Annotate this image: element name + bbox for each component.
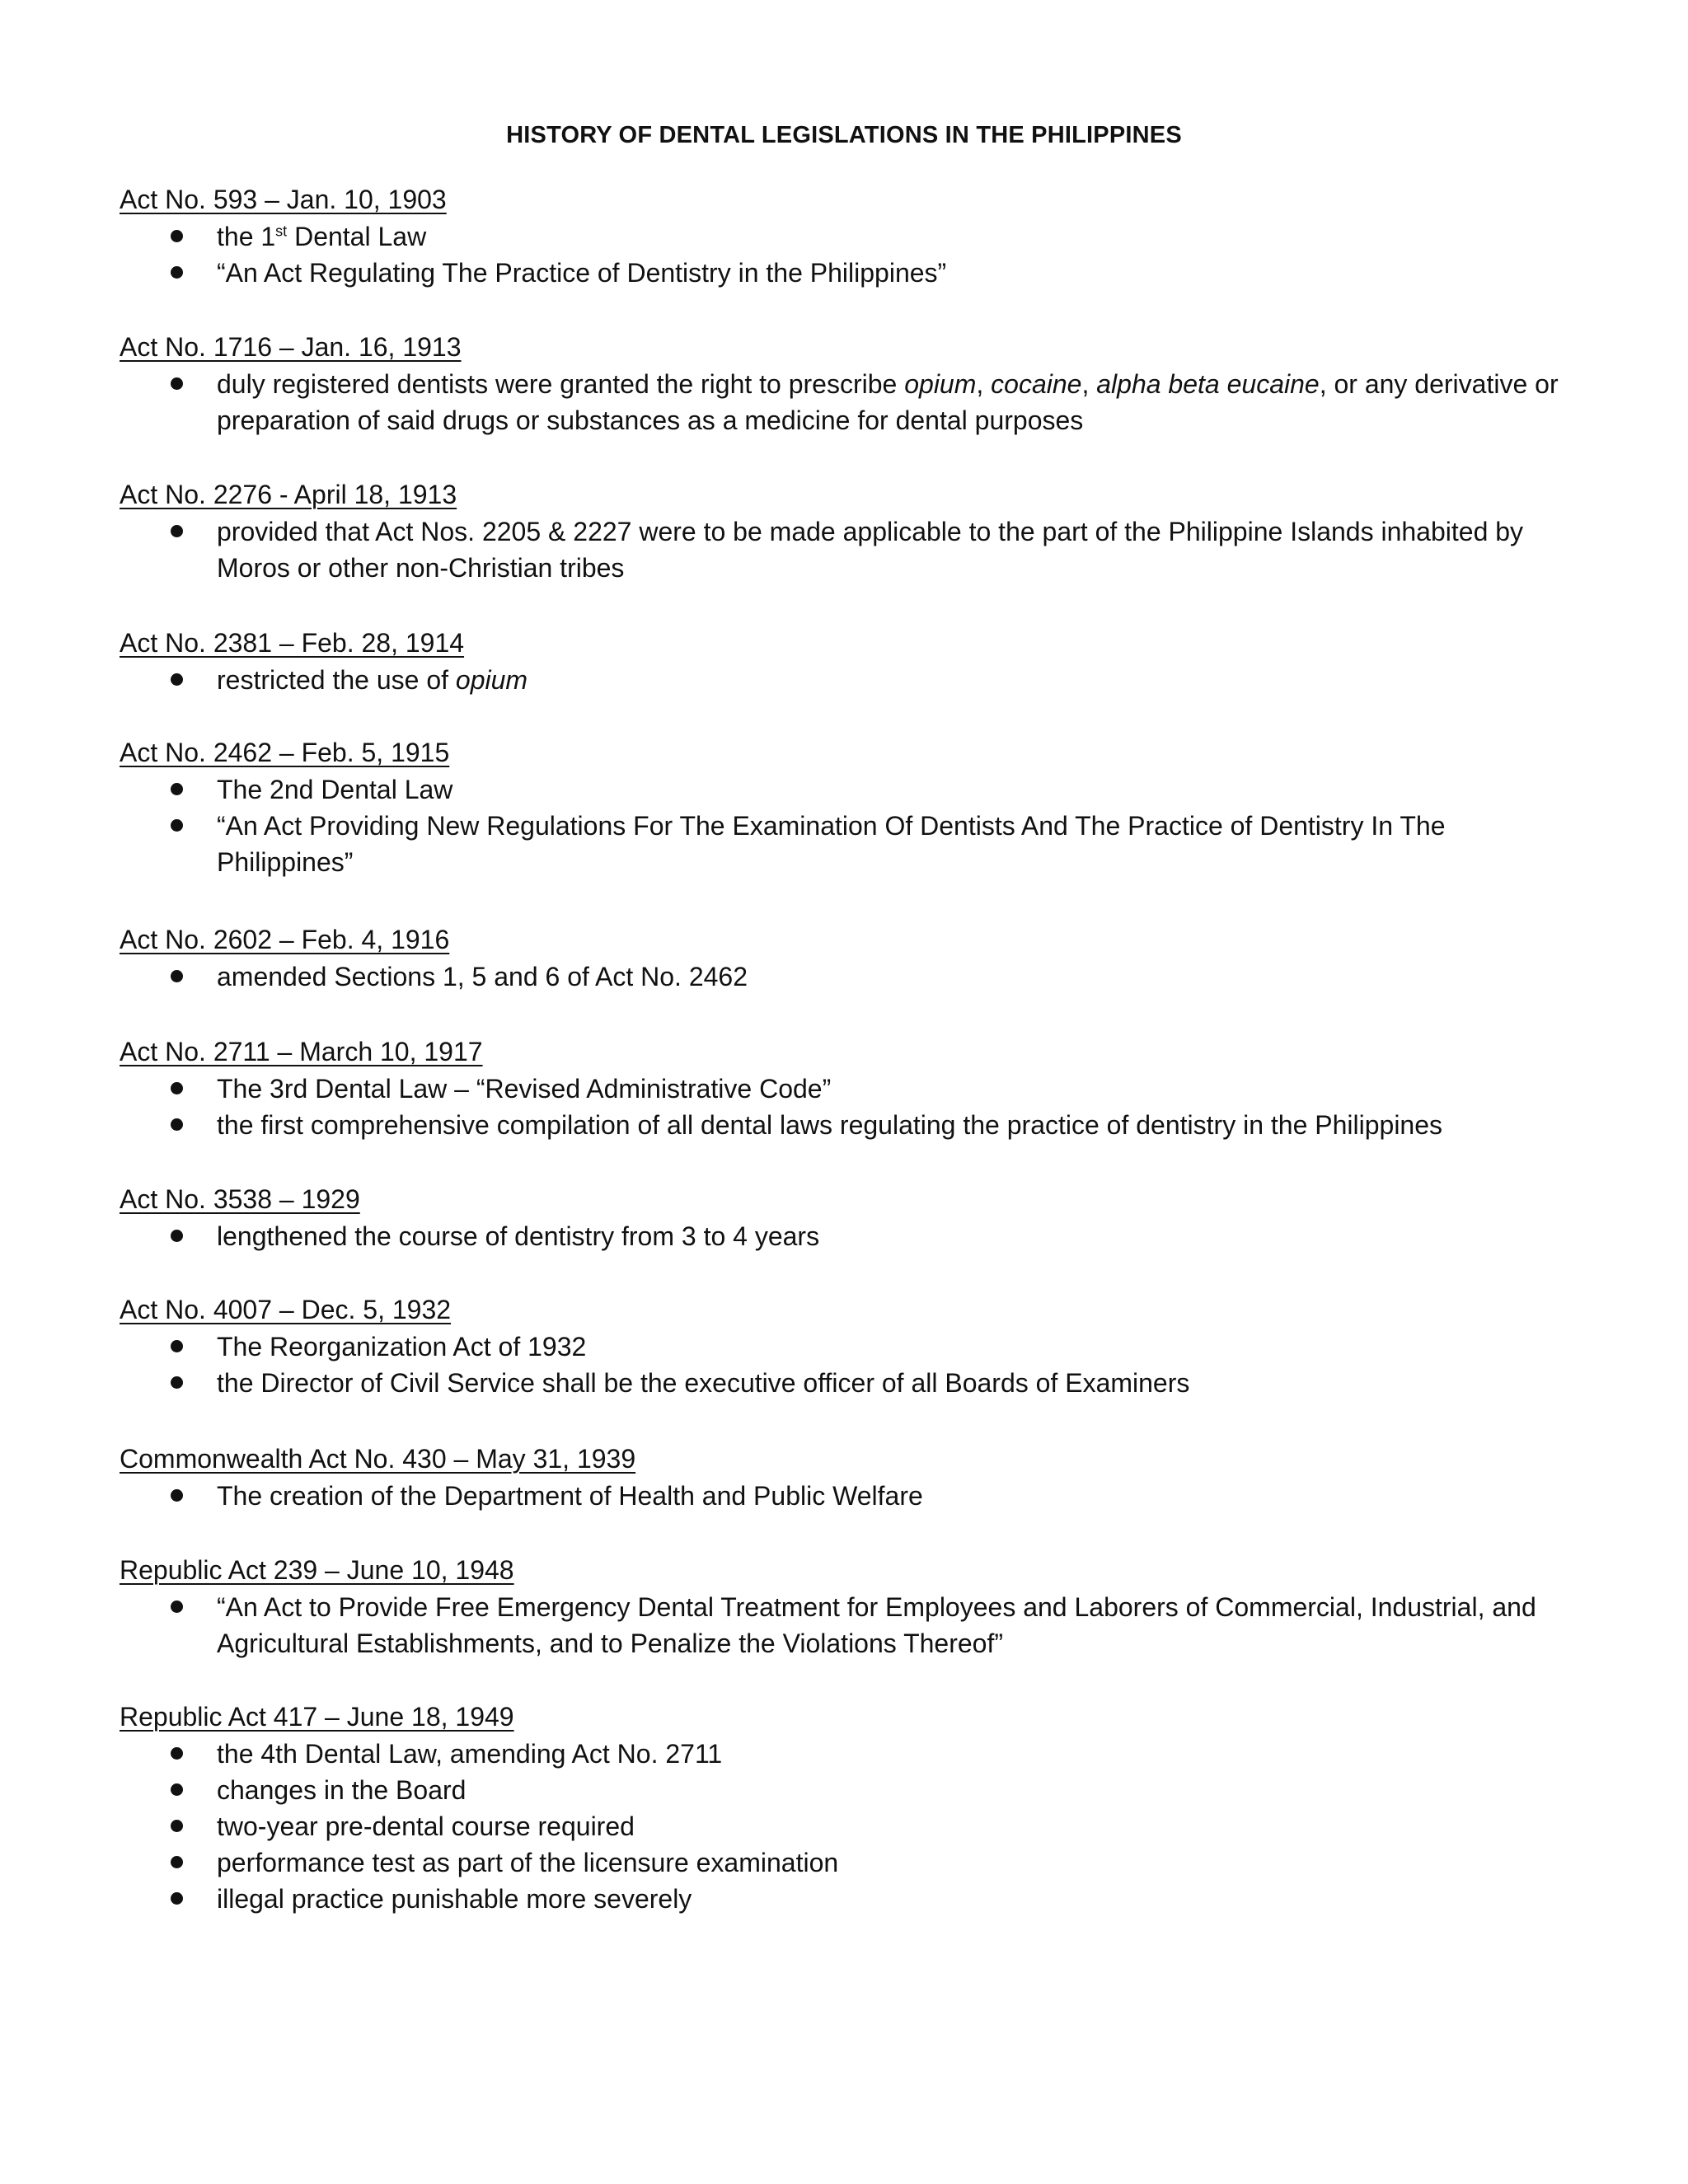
list-item bbox=[120, 513, 1570, 586]
list-item-text: “An Act Providing New Regulations For The Examination Of Dentists And The Practice of Dentistry In The Philippines” bbox=[217, 811, 1446, 877]
list-item bbox=[120, 255, 1570, 291]
section-act-3538 bbox=[120, 1180, 1570, 1254]
list-item bbox=[120, 662, 1570, 698]
section-heading: Act No. 4007 – Dec. 5, 1932 bbox=[120, 1295, 452, 1324]
list-item bbox=[120, 958, 1570, 995]
list-item bbox=[120, 1844, 1570, 1881]
list-item-text: restricted the use of opium bbox=[217, 665, 528, 695]
bullet-icon bbox=[171, 266, 183, 279]
list-item-text: illegal practice punishable more severely bbox=[217, 1884, 692, 1914]
bullet-icon bbox=[171, 1376, 183, 1389]
bullet-icon bbox=[171, 1118, 183, 1131]
bullet-icon bbox=[171, 970, 183, 982]
bullet-icon bbox=[171, 783, 183, 795]
bullet-list bbox=[120, 958, 1570, 995]
section-act-1716 bbox=[120, 328, 1570, 438]
section-heading: Commonwealth Act No. 430 – May 31, 1939 bbox=[120, 1444, 636, 1474]
bullet-icon bbox=[171, 673, 183, 686]
list-item bbox=[120, 1478, 1570, 1514]
section-heading: Act No. 3538 – 1929 bbox=[120, 1184, 360, 1214]
bullet-list bbox=[120, 513, 1570, 586]
section-act-2711 bbox=[120, 1033, 1570, 1143]
list-item-text: “An Act Regulating The Practice of Dentistry in the Philippines” bbox=[217, 258, 947, 288]
list-item-text: lengthened the course of dentistry from 3 to 4 years bbox=[217, 1221, 820, 1251]
list-item-text: the 1st Dental Law bbox=[217, 222, 427, 251]
section-heading: Act No. 2462 – Feb. 5, 1915 bbox=[120, 738, 450, 767]
section-republic-act-239 bbox=[120, 1551, 1570, 1661]
bullet-list bbox=[120, 1589, 1570, 1661]
list-item bbox=[120, 1365, 1570, 1401]
section-act-4007 bbox=[120, 1291, 1570, 1401]
list-item-text: two-year pre-dental course required bbox=[217, 1811, 635, 1841]
list-item-text: The 2nd Dental Law bbox=[217, 775, 453, 804]
list-item bbox=[120, 1589, 1570, 1661]
bullet-icon bbox=[171, 1783, 183, 1796]
list-item-text: duly registered dentists were granted the right to prescribe opium, cocaine, alpha beta eucaine, or any derivative or preparation of said drugs or substances as a medicine for dental purposes bbox=[217, 369, 1559, 435]
bullet-list bbox=[120, 366, 1570, 438]
list-item-text: provided that Act Nos. 2205 & 2227 were to be made applicable to the part of the Philippine Islands inhabited by Moros or other non-Christian tribes bbox=[217, 517, 1524, 583]
section-act-2462 bbox=[120, 733, 1570, 880]
list-item-text: performance test as part of the licensure examination bbox=[217, 1848, 839, 1877]
bullet-icon bbox=[171, 1856, 183, 1868]
list-item-text: “An Act to Provide Free Emergency Dental Treatment for Employees and Laborers of Commercial, Industrial, and Agricultural Establishments, and to Penalize the Violations Thereof” bbox=[217, 1592, 1536, 1658]
list-item bbox=[120, 366, 1570, 438]
section-republic-act-417 bbox=[120, 1698, 1570, 1917]
section-heading: Republic Act 239 – June 10, 1948 bbox=[120, 1555, 514, 1585]
list-item-text: The 3rd Dental Law – “Revised Administrative Code” bbox=[217, 1074, 832, 1104]
list-item bbox=[120, 1772, 1570, 1808]
bullet-icon bbox=[171, 377, 183, 390]
list-item bbox=[120, 1107, 1570, 1143]
bullet-list bbox=[120, 218, 1570, 291]
list-item-text: the Director of Civil Service shall be the executive officer of all Boards of Examiners bbox=[217, 1368, 1190, 1398]
list-item-text: the first comprehensive compilation of all dental laws regulating the practice of dentistry in the Philippines bbox=[217, 1110, 1443, 1140]
bullet-icon bbox=[171, 525, 183, 537]
bullet-list bbox=[120, 1736, 1570, 1917]
section-heading: Republic Act 417 – June 18, 1949 bbox=[120, 1702, 514, 1732]
section-commonwealth-act-430 bbox=[120, 1440, 1570, 1514]
bullet-icon bbox=[171, 1340, 183, 1352]
bullet-list bbox=[120, 1071, 1570, 1143]
list-item bbox=[120, 1071, 1570, 1107]
list-item bbox=[120, 1736, 1570, 1772]
section-act-2381 bbox=[120, 624, 1570, 698]
section-heading: Act No. 1716 – Jan. 16, 1913 bbox=[120, 332, 462, 362]
bullet-icon bbox=[171, 1230, 183, 1242]
bullet-list bbox=[120, 1329, 1570, 1401]
section-heading: Act No. 2602 – Feb. 4, 1916 bbox=[120, 925, 450, 954]
section-act-593 bbox=[120, 180, 1570, 291]
bullet-icon bbox=[171, 819, 183, 832]
bullet-list bbox=[120, 771, 1570, 880]
bullet-list bbox=[120, 662, 1570, 698]
list-item bbox=[120, 1808, 1570, 1844]
list-item-text: The Reorganization Act of 1932 bbox=[217, 1332, 587, 1361]
bullet-list bbox=[120, 1218, 1570, 1254]
bullet-icon bbox=[171, 1489, 183, 1502]
list-item bbox=[120, 218, 1570, 255]
bullet-icon bbox=[171, 1892, 183, 1905]
bullet-icon bbox=[171, 1601, 183, 1613]
bullet-icon bbox=[171, 1082, 183, 1094]
list-item-text: changes in the Board bbox=[217, 1775, 467, 1805]
list-item-text: The creation of the Department of Health and Public Welfare bbox=[217, 1481, 923, 1511]
list-item bbox=[120, 771, 1570, 808]
list-item-text: the 4th Dental Law, amending Act No. 2711 bbox=[217, 1739, 723, 1769]
bullet-list bbox=[120, 1478, 1570, 1514]
list-item bbox=[120, 1881, 1570, 1917]
section-heading: Act No. 2711 – March 10, 1917 bbox=[120, 1037, 483, 1066]
bullet-icon bbox=[171, 230, 183, 242]
list-item-text: amended Sections 1, 5 and 6 of Act No. 2462 bbox=[217, 962, 748, 991]
list-item bbox=[120, 1218, 1570, 1254]
list-item bbox=[120, 1329, 1570, 1365]
section-heading: Act No. 2276 - April 18, 1913 bbox=[120, 480, 457, 509]
list-item bbox=[120, 808, 1570, 880]
document-title: HISTORY OF DENTAL LEGISLATIONS IN THE PHILIPPINES bbox=[506, 122, 1182, 148]
section-heading: Act No. 2381 – Feb. 28, 1914 bbox=[120, 628, 465, 658]
section-heading: Act No. 593 – Jan. 10, 1903 bbox=[120, 185, 447, 214]
section-act-2602 bbox=[120, 921, 1570, 995]
bullet-icon bbox=[171, 1747, 183, 1760]
bullet-icon bbox=[171, 1820, 183, 1832]
section-act-2276 bbox=[120, 476, 1570, 586]
